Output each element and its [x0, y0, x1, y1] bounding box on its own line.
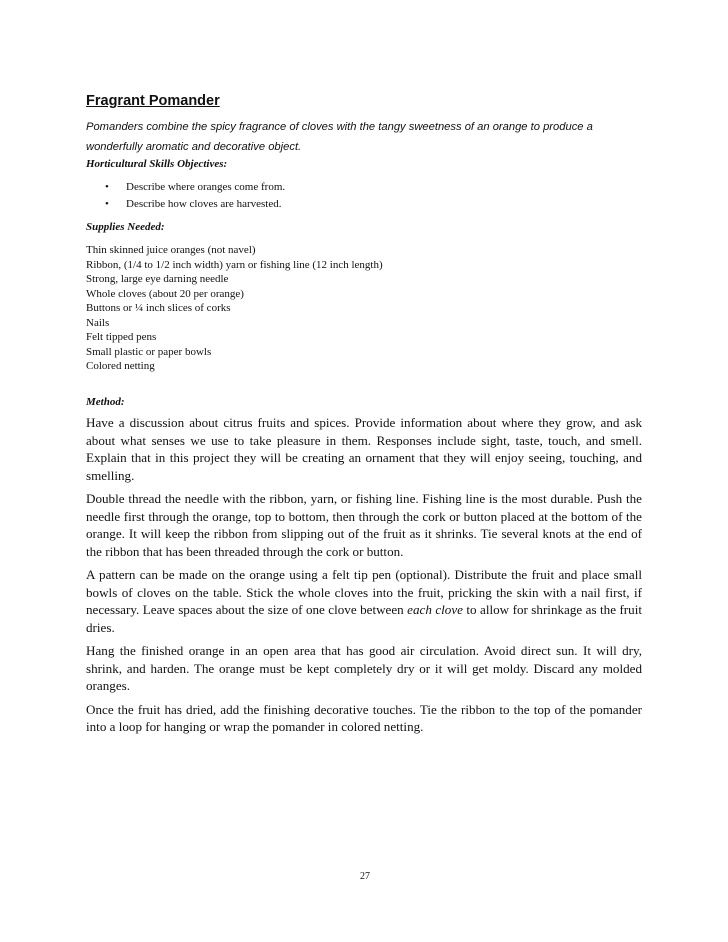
list-item: Small plastic or paper bowls — [86, 345, 212, 358]
list-item — [86, 179, 285, 196]
supplies-heading: Supplies Needed: — [86, 221, 165, 233]
intro-text: Pomanders combine the spicy fragrance of cloves with the tangy sweetness of an orange to produce a wonderfully aromatic and decorative object. — [86, 121, 593, 153]
method-text: to allow for shrinkage as the fruit dries. — [86, 602, 642, 635]
bullet-icon: • — [105, 198, 109, 210]
supplies-list — [86, 243, 383, 374]
list-item: Nails — [86, 316, 110, 329]
objective-text: Describe where oranges come from. — [126, 181, 286, 193]
method-paragraph: Once the fruit has dried, add the finishing decorative touches. Tie the ribbon to the top of the pomander into a loop for hanging or wrap the pomander in colored netting. — [86, 701, 642, 734]
objective-text: Describe how cloves are harvested. — [126, 198, 282, 210]
method-paragraph — [86, 566, 642, 636]
list-item: Strong, large eye darning needle — [86, 273, 229, 285]
list-item: Colored netting — [86, 360, 155, 372]
document-page — [86, 0, 642, 942]
list-item — [86, 196, 285, 213]
list-item: Whole cloves (about 20 per orange) — [86, 287, 244, 300]
list-item: Felt tipped pens — [86, 331, 157, 343]
method-text: A pattern can be made on the orange using a felt tip pen (optional). Distribute the fruit and place small bowls of cloves on the table. Stick the whole cloves into the fruit, pricking the skin with a nail first, if necessary. Leave spaces about the size of one clove between — [86, 567, 642, 617]
objectives-list — [86, 179, 285, 213]
method-paragraph: Double thread the needle with the ribbon, yarn, or fishing line. Fishing line is the most durable. Push the needle first through the orange, top to bottom, then through the cork or button placed at the bottom of the orange. It will keep the ribbon from slipping out of the fruit as it shrinks. Tie several knots at the end of the ribbon that has been threaded through the cork or button. — [86, 491, 642, 559]
list-item: Ribbon, (1/4 to 1/2 inch width) yarn or fishing line (12 inch length) — [86, 258, 383, 271]
bullet-icon: • — [105, 181, 109, 193]
list-item: Thin skinned juice oranges (not navel) — [86, 244, 256, 256]
method-paragraph: Have a discussion about citrus fruits and spices. Provide information about where they grow, and ask about what senses we use to take pleasure in them. Responses include sight, taste, touch, and smell. Explain that in this project they will be creating an ornament that they will enjoy seeing, touching, and smelling. — [86, 415, 642, 483]
method-heading: Method: — [86, 396, 125, 408]
page-number: 27 — [360, 871, 370, 882]
method-paragraph: Hang the finished orange in an open area that has good air circulation. Avoid direct sun. It will dry, shrink, and harden. The orange must be kept completely dry or it will get moldy. Discard any molded oranges. — [86, 643, 642, 693]
emphasis-text: each clove — [407, 602, 463, 617]
page-title: Fragrant Pomander — [86, 93, 220, 109]
list-item: Buttons or ¼ inch slices of corks — [86, 302, 231, 314]
method-section — [86, 414, 642, 742]
objectives-heading: Horticultural Skills Objectives: — [86, 158, 228, 170]
